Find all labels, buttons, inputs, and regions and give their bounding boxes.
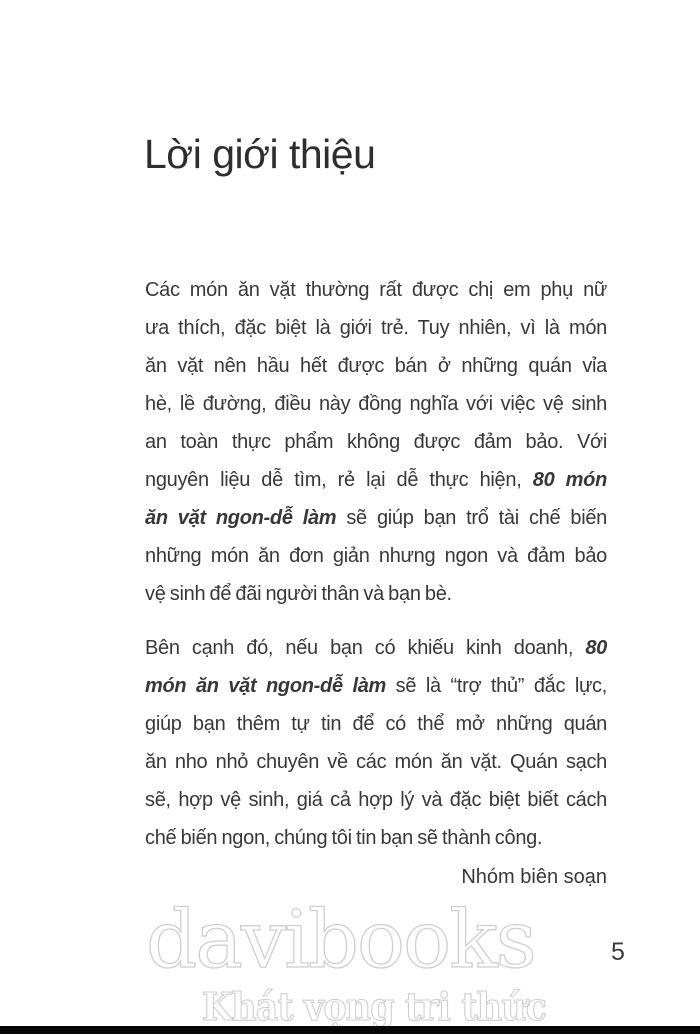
- book-title-emphasis: 80: [585, 637, 607, 659]
- text-segment: hè, lề đường, điều này đồng nghĩa với việc vệ sinh: [145, 393, 607, 415]
- body-text: [145, 271, 607, 857]
- text-line: [145, 819, 607, 857]
- text-line: [145, 423, 607, 461]
- signature: Nhóm biên soạn: [461, 866, 607, 888]
- text-line: [145, 309, 607, 347]
- text-segment: ăn nho nhỏ chuyên về các món ăn vặt. Quán sạch: [145, 751, 607, 773]
- watermark-tagline: Khát vọng tri thức: [201, 984, 546, 1029]
- book-title-emphasis: món ăn vặt ngon-dễ làm: [145, 675, 387, 697]
- text-line: [145, 667, 607, 705]
- text-line: [145, 705, 607, 743]
- text-segment: sẽ giúp bạn trổ tài chế biến: [336, 507, 607, 529]
- text-segment: an toàn thực phẩm không được đảm bảo. Với: [145, 431, 607, 453]
- text-line: [145, 347, 607, 385]
- text-segment: ăn vặt nên hầu hết được bán ở những quán vỉa: [145, 355, 607, 377]
- book-title-emphasis: ăn vặt ngon-dễ làm: [145, 507, 337, 529]
- text-segment: chế biến ngon, chúng tôi tin bạn sẽ thành công.: [145, 827, 543, 849]
- text-line: [145, 743, 607, 781]
- bottom-black-strip: [0, 1026, 700, 1034]
- text-line: [145, 537, 607, 575]
- text-line: [145, 575, 607, 613]
- text-line: [145, 271, 607, 309]
- text-line: [145, 781, 607, 819]
- book-title-emphasis: 80 món: [532, 469, 607, 491]
- page-title: Lời giới thiệu: [144, 131, 376, 177]
- text-segment: ưa thích, đặc biệt là giới trẻ. Tuy nhiên, vì là món: [145, 317, 607, 339]
- text-line: [145, 385, 607, 423]
- text-line: [145, 499, 607, 537]
- text-segment: nguyên liệu dễ tìm, rẻ lại dễ thực hiện,: [145, 469, 533, 491]
- paragraph: [145, 271, 607, 613]
- watermark-brand: davibooks: [146, 893, 535, 986]
- text-segment: những món ăn đơn giản nhưng ngon và đảm bảo: [145, 545, 607, 567]
- text-line: [145, 461, 607, 499]
- text-line: [145, 629, 607, 667]
- text-segment: vệ sinh để đãi người thân và bạn bè.: [145, 583, 452, 605]
- page-number: 5: [611, 938, 625, 966]
- text-segment: sẽ, hợp vệ sinh, giá cả hợp lý và đặc biệt biết cách: [145, 789, 607, 811]
- text-segment: Bên cạnh đó, nếu bạn có khiếu kinh doanh,: [145, 637, 586, 659]
- paragraph: [145, 629, 607, 857]
- text-segment: sẽ là “trợ thủ” đắc lực,: [386, 675, 607, 697]
- text-segment: giúp bạn thêm tự tin để có thể mở những quán: [145, 713, 607, 735]
- text-segment: Các món ăn vặt thường rất được chị em phụ nữ: [145, 279, 607, 301]
